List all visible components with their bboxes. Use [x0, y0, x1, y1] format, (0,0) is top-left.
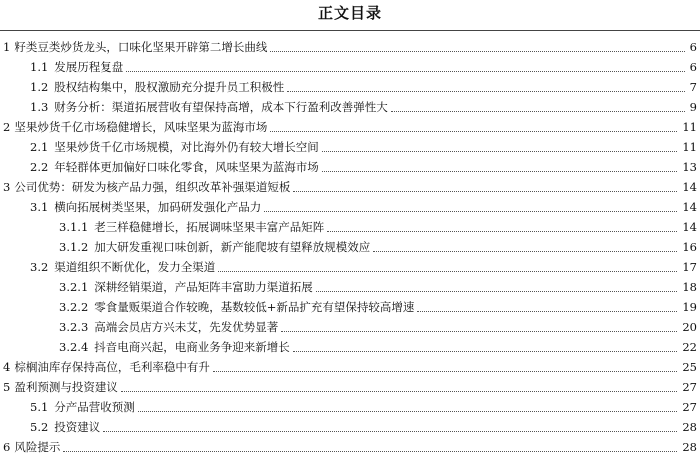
toc-leader-dots [63, 451, 677, 452]
toc-entry-number: 2.1 [30, 140, 49, 154]
toc-entry-number: 3.2.2 [59, 300, 89, 314]
toc-entry-number: 3.1.1 [59, 220, 89, 234]
toc-leader-dots [293, 351, 678, 352]
toc-entry-page-number: 22 [680, 337, 697, 357]
toc-entry-page-number: 11 [680, 117, 697, 137]
toc-entry-title: 加大研发重视口味创新，新产能爬坡有望释放规模效应 [94, 240, 371, 254]
toc-entry-number: 5.1 [30, 400, 49, 414]
toc-entry-number: 5.2 [30, 420, 49, 434]
toc-entry-level-2[interactable] [0, 97, 700, 117]
toc-leader-dots [417, 311, 677, 312]
toc-leader-dots [293, 191, 677, 192]
toc-leader-dots [270, 51, 684, 52]
toc-entry-page-number: 6 [688, 37, 697, 57]
toc-entry-page-number: 7 [688, 77, 697, 97]
toc-entry-number: 3.2.1 [59, 280, 89, 294]
toc-entry-title: 高端会员店方兴未艾，先发优势显著 [94, 320, 279, 334]
toc-entry-page-number: 28 [680, 417, 697, 437]
toc-entry-number: 3.2 [30, 260, 49, 274]
toc-leader-dots [103, 431, 677, 432]
toc-leader-dots [391, 111, 685, 112]
toc-entry-level-2[interactable] [0, 57, 700, 77]
toc-leader-dots [281, 331, 677, 332]
toc-leader-dots [373, 251, 677, 252]
toc-entry-title: 分产品营收预测 [54, 400, 135, 414]
toc-leader-dots [213, 371, 678, 372]
toc-entry-number: 5 [3, 380, 11, 394]
toc-entry-number: 3.2.4 [59, 340, 89, 354]
toc-entry-level-2[interactable] [0, 417, 700, 437]
toc-entry-level-2[interactable] [0, 157, 700, 177]
toc-entry-page-number: 14 [680, 197, 697, 217]
toc-entry-title: 抖音电商兴起，电商业务争迎来新增长 [94, 340, 290, 354]
toc-entry-level-1[interactable] [0, 37, 700, 57]
toc-entry-level-3[interactable] [0, 237, 700, 257]
toc-entry-title: 零食量贩渠道合作较晚，基数较低+新品扩充有望保持较高增速 [94, 300, 415, 314]
toc-entry-page-number: 17 [680, 257, 697, 277]
toc-entry-title: 籽类豆类炒货龙头，口味化坚果开辟第二增长曲线 [14, 40, 268, 54]
toc-entry-number: 1 [3, 40, 11, 54]
toc-entry-title: 渠道组织不断优化，发力全渠道 [54, 260, 216, 274]
toc-entry-level-2[interactable] [0, 257, 700, 277]
toc-entry-number: 1.2 [30, 80, 49, 94]
toc-entry-level-3[interactable] [0, 277, 700, 297]
toc-entry-page-number: 14 [680, 217, 697, 237]
toc-entry-number: 6 [3, 440, 11, 454]
toc-entry-number: 3.1.2 [59, 240, 89, 254]
toc-entry-title: 财务分析：渠道拓展营收有望保持高增，成本下行盈利改善弹性大 [54, 100, 388, 114]
toc-entry-title: 坚果炒货千亿市场规模，对比海外仍有较大增长空间 [54, 140, 319, 154]
toc-entry-level-3[interactable] [0, 217, 700, 237]
toc-entry-number: 2.2 [30, 160, 49, 174]
toc-leader-dots [138, 411, 678, 412]
toc-entry-level-1[interactable] [0, 117, 700, 137]
toc-entry-title: 坚果炒货千亿市场稳健增长，风味坚果为蓝海市场 [14, 120, 268, 134]
toc-entry-title: 发展历程复盘 [54, 60, 124, 74]
toc-entry-page-number: 9 [688, 97, 697, 117]
toc-entry-title: 投资建议 [54, 420, 101, 434]
toc-entry-page-number: 16 [680, 237, 697, 257]
toc-entry-page-number: 28 [680, 437, 697, 457]
page-title: 正文目录 [317, 4, 382, 22]
toc-entry-level-1[interactable] [0, 357, 700, 377]
toc-entry-page-number: 18 [680, 277, 697, 297]
toc-entry-page-number: 14 [680, 177, 697, 197]
title-divider [0, 30, 700, 31]
toc-leader-dots [270, 131, 677, 132]
toc-entry-number: 3.1 [30, 200, 49, 214]
toc-entry-number: 4 [3, 360, 11, 374]
toc-leader-dots [121, 391, 678, 392]
toc-entry-number: 3.2.3 [59, 320, 89, 334]
toc-leader-dots [327, 231, 677, 232]
toc-entry-level-1[interactable] [0, 177, 700, 197]
toc-entry-title: 老三样稳健增长，拓展调味坚果丰富产品矩阵 [94, 220, 325, 234]
table-of-contents [0, 37, 700, 457]
toc-entry-page-number: 20 [680, 317, 697, 337]
toc-entry-level-2[interactable] [0, 397, 700, 417]
toc-entry-level-3[interactable] [0, 317, 700, 337]
toc-entry-title: 盈利预测与投资建议 [14, 380, 118, 394]
toc-entry-page-number: 13 [680, 157, 697, 177]
toc-entry-page-number: 19 [680, 297, 697, 317]
toc-leader-dots [322, 171, 678, 172]
toc-entry-page-number: 27 [680, 377, 697, 397]
toc-entry-level-3[interactable] [0, 337, 700, 357]
toc-entry-title: 公司优势：研发为核产品力强，组织改革补强渠道短板 [14, 180, 291, 194]
toc-entry-number: 2 [3, 120, 11, 134]
toc-entry-page-number: 11 [680, 137, 697, 157]
toc-entry-title: 棕榈油库存保持高位，毛利率稳中有升 [14, 360, 210, 374]
toc-leader-dots [287, 91, 684, 92]
toc-entry-level-2[interactable] [0, 137, 700, 157]
toc-entry-title: 风险提示 [14, 440, 61, 454]
toc-leader-dots [264, 211, 677, 212]
toc-entry-page-number: 25 [680, 357, 697, 377]
toc-entry-page-number: 6 [688, 57, 697, 77]
toc-leader-dots [316, 291, 678, 292]
toc-entry-number: 1.3 [30, 100, 49, 114]
toc-entry-title: 股权结构集中，股权激励充分提升员工积极性 [54, 80, 285, 94]
toc-entry-number: 3 [3, 180, 11, 194]
toc-leader-dots [126, 71, 684, 72]
toc-entry-page-number: 27 [680, 397, 697, 417]
toc-entry-title: 深耕经销渠道，产品矩阵丰富助力渠道拓展 [94, 280, 313, 294]
toc-entry-level-1[interactable] [0, 437, 700, 457]
toc-entry-number: 1.1 [30, 60, 49, 74]
toc-entry-level-1[interactable] [0, 377, 700, 397]
toc-entry-level-3[interactable] [0, 297, 700, 317]
toc-entry-title: 年轻群体更加偏好口味化零食，风味坚果为蓝海市场 [54, 160, 319, 174]
toc-entry-title: 横向拓展树类坚果，加码研发强化产品力 [54, 200, 262, 214]
toc-leader-dots [322, 151, 678, 152]
toc-entry-level-2[interactable] [0, 197, 700, 217]
toc-entry-level-2[interactable] [0, 77, 700, 97]
toc-leader-dots [218, 271, 677, 272]
